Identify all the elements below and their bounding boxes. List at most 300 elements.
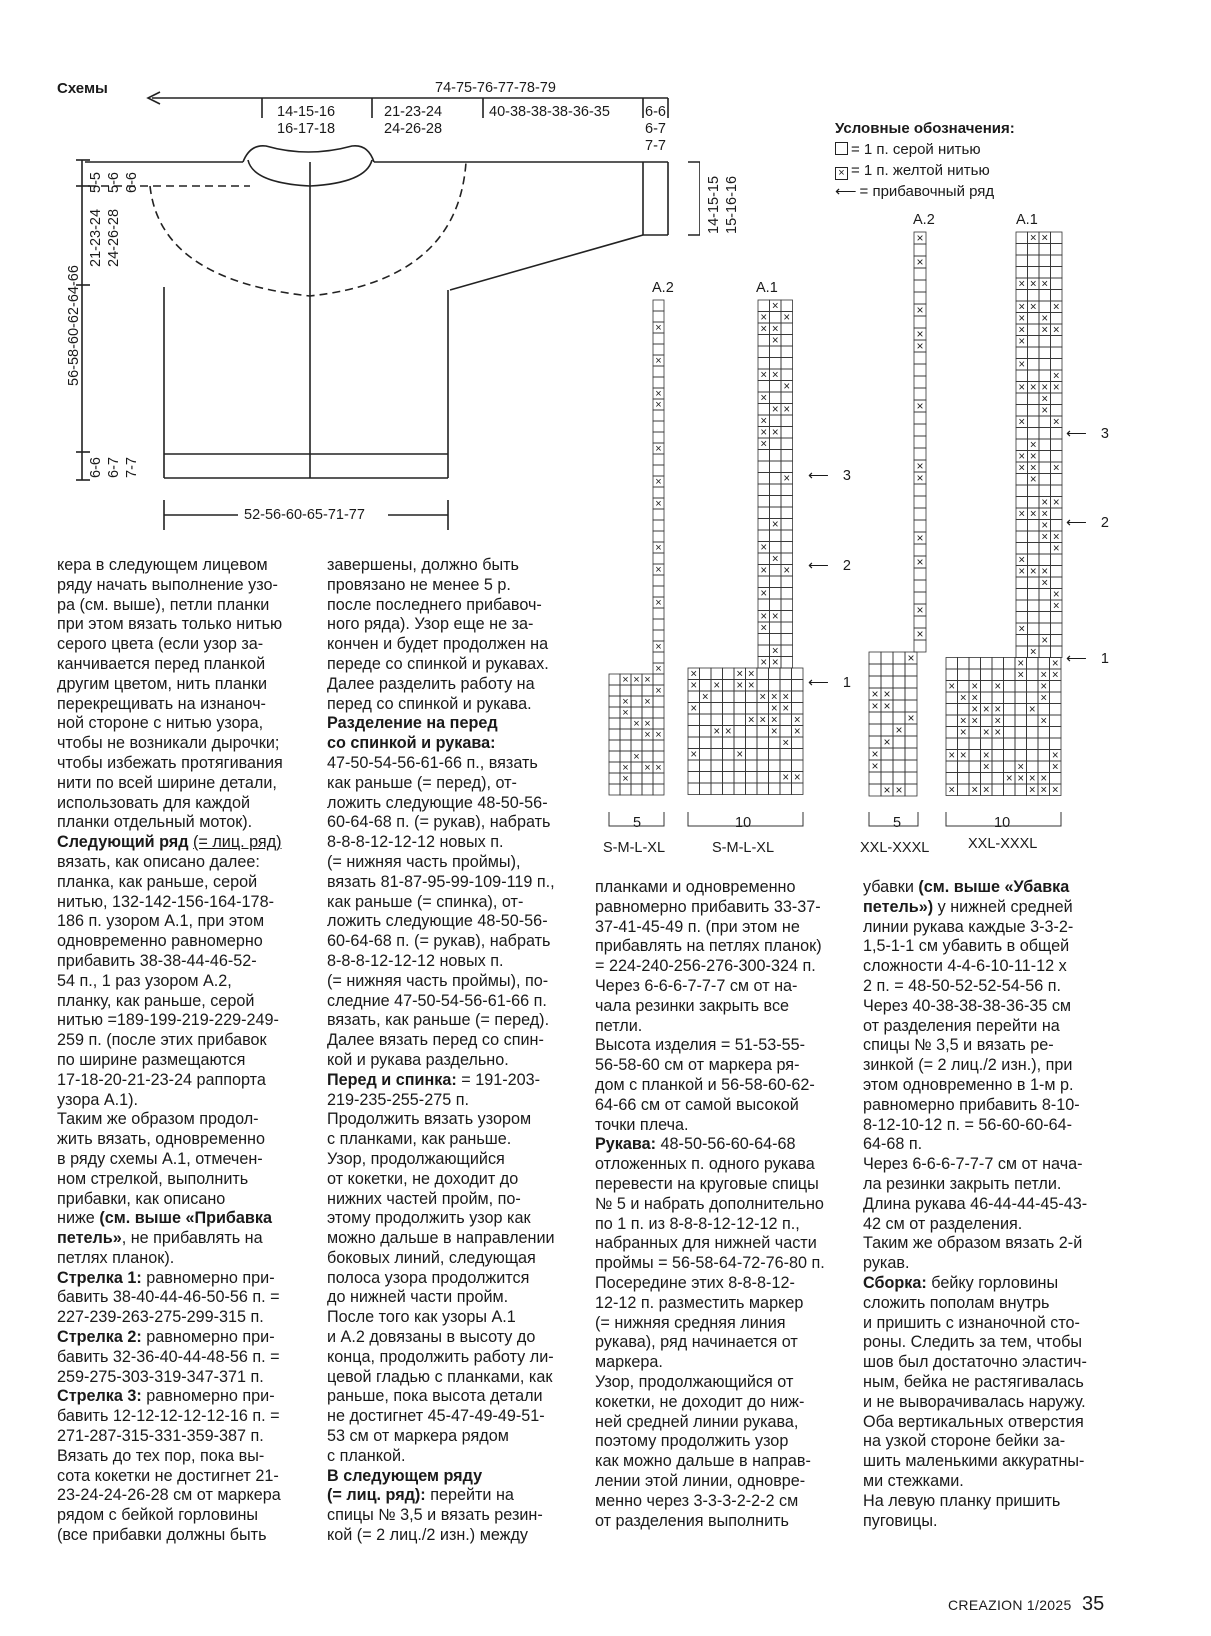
yellow-stitch-mark: × [644,729,651,741]
chart-cell [914,412,926,424]
yellow-stitch-mark: × [1052,462,1060,475]
yellow-stitch-mark: × [690,668,698,681]
yellow-stitch-mark: × [1040,773,1048,785]
yellow-stitch-mark: × [1017,773,1025,785]
yellow-stitch-mark: × [783,312,791,324]
chart-cell [653,740,664,751]
chart-cell [770,634,782,646]
chart-cell [653,531,664,542]
yellow-stitch-mark: × [982,727,990,739]
chart-cell [757,726,769,738]
chart-cell [653,432,664,443]
chart-cell [653,366,664,377]
chart-cell [1016,347,1028,359]
chart-cell [746,783,758,795]
chart-cell [780,760,792,772]
chart-cell [1028,577,1040,589]
chart-cell [781,323,793,335]
yellow-stitch-mark: × [1017,669,1025,682]
chart-cell [780,668,792,680]
chart-cell [1051,474,1063,486]
yellow-stitch-mark: × [1017,761,1025,774]
chart-cell [1051,232,1063,244]
yellow-stitch-mark: × [916,471,924,485]
yellow-stitch-mark: × [622,762,629,774]
chart-cell [723,737,735,749]
chart-cell [758,576,770,588]
left-dim-b1: 21-23-24 [88,208,104,267]
chart-cell [1016,255,1028,267]
chart-cell [609,707,620,718]
chart-cell [946,692,958,704]
yellow-stitch-mark: × [1029,566,1037,578]
chart-cell [711,749,723,761]
yellow-stitch-mark: × [655,399,662,411]
col2-body-b: 47-50-54-56-61-66 п., вязать как раньше (= перед), от- ложить следующие 48-50-56- 60-64-68 п. (= рукав), набрать 8-8-8-12-12-12 новых п. (= нижняя часть проймы), вязать 81-87-95-99-109-119 п., как раньше (= спинка), от- ложить следующие 48-50-56- 60-64-68 п. (= рукав), набрать 8-8-8-12-12-12 новых п. (= нижняя часть проймы), по- следние 47-50-54-56-61-66 п. вязать, как раньше (= перед). Далее вязать перед со спин- кой и рукава раздельно. [327,753,555,1069]
yellow-stitch-mark: × [655,641,662,653]
yellow-stitch-mark: × [644,718,651,730]
crossed-square-icon: × [835,167,848,180]
chart-cell [781,335,793,347]
left-dim-a1: 5-5 [88,172,104,193]
yellow-stitch-mark: × [883,699,891,713]
col3-body-b: 48-50-56-60-64-68 отложенных п. одного рукава перевести на круговые спицы № 5 и набрать дополнительно по 1 п. из 8-8-8-12-12-12 п., набранных для нижней части проймы = 56-58-64-72-76-80 п. Посередине этих 8-8-8-12- 12-12 п. разместить маркер (= нижняя средняя линия рукава), ряд начинается от маркера. Узор, продолжающийся от кокетки, не доходит до ниж- ней средней линии рукава, поэтому продолжить узор как можно дальше в направ- лении этой линии, одновре- менно через 3-3-3-2-2-2 см от разделения выполнить [595,1135,825,1530]
chart-cell [653,344,664,355]
chart-cell [1039,359,1051,371]
col1-body-d: равномерно при- бавить 38-40-44-46-50-56 п. = 227-239-263-275-299-315 п. [57,1268,280,1327]
chart-cell [609,674,620,685]
chart-cell [1051,485,1063,497]
chart-cell [881,664,893,676]
chart-cell [770,507,782,519]
col2-body-d: перейти на спицы № 3,5 и вязать резин- кой (= 2 лиц./2 изн.) между [327,1486,543,1545]
chart-cell [758,553,770,565]
chart-cell [653,487,664,498]
yellow-stitch-mark: × [760,369,768,382]
chart-cell [1039,428,1051,440]
chart-cell [1028,428,1040,440]
chart-cell [881,748,893,760]
chart-cell [1004,681,1016,693]
chart-cell [769,737,781,749]
yellow-stitch-mark: × [1041,635,1049,647]
chart-cell [1038,750,1050,762]
chart-cell [746,691,758,703]
chart-cell [1039,485,1051,497]
chart-a1-title-large: A.1 [1016,212,1038,228]
chart-cell [1028,393,1040,405]
yellow-stitch-mark: × [771,369,779,382]
yellow-stitch-mark: × [994,727,1002,739]
chart-cell [631,696,642,707]
yellow-stitch-mark: × [760,542,768,554]
col4-heading-decrease: (см. выше «Убавка петель») [863,878,1070,916]
chart-cell [734,772,746,784]
yellow-stitch-mark: × [1051,669,1059,682]
chart-cell [653,751,664,762]
chart-cell [1028,336,1040,348]
chart-cell [757,668,769,680]
chart-cell [981,738,993,750]
yellow-stitch-mark: × [770,703,778,715]
chart-cell [969,773,981,785]
chart-cell [758,335,770,347]
chart-cell [1039,290,1051,302]
chart-cell [711,760,723,772]
chart-cell [1004,692,1016,704]
chart-cell [1015,727,1027,739]
chart-cell [893,676,905,688]
chart-cell [781,450,793,462]
chart-cell [992,773,1004,785]
chart-cell [1016,485,1028,497]
yellow-stitch-mark: × [916,555,924,569]
chart-cell [1039,439,1051,451]
chart-cell [1051,635,1063,647]
text-column-2 [327,556,577,1546]
chart-a1-large [946,232,1062,797]
yellow-stitch-mark: × [760,392,768,405]
yellow-stitch-mark: × [1041,531,1049,544]
yellow-stitch-mark: × [633,751,640,763]
chart-cell [893,760,905,772]
yellow-stitch-mark: × [1029,462,1037,475]
chart-cell [1039,255,1051,267]
chart-cell [1028,520,1040,532]
yellow-stitch-mark: × [1052,370,1060,383]
yellow-stitch-mark: × [871,699,879,713]
chart-cell [946,715,958,727]
chart-cell [1051,623,1063,635]
sleeve-length-label: 40-38-38-38-36-35 [489,104,610,120]
chart-cell [1004,704,1016,716]
chart-cell [770,622,782,634]
chart-cell [758,473,770,485]
chart-cell [1004,727,1016,739]
yellow-stitch-mark: × [771,611,779,623]
chart-cell [781,392,793,404]
chart-cell [881,760,893,772]
col1-heading-arrow-2: Стрелка 2: [57,1328,142,1347]
chart-cell [946,704,958,716]
yellow-stitch-mark: × [1052,382,1060,394]
chart-width-10-small: 10 [735,815,752,831]
yellow-stitch-mark: × [771,657,779,669]
yellow-stitch-mark: × [1018,313,1026,325]
yellow-stitch-mark: × [1051,761,1059,774]
yellow-stitch-mark: × [971,692,979,705]
chart-cell [758,507,770,519]
chart-cell [770,358,782,370]
chart-cell [992,750,1004,762]
chart-cell [770,392,782,404]
yellow-stitch-mark: × [1018,554,1026,567]
chart-cell [958,658,970,670]
chart-cell [1015,738,1027,750]
chart-cell [700,749,712,761]
col1-heading-arrow-3: Стрелка 3: [57,1387,142,1406]
yellow-stitch-mark: × [782,772,790,784]
col4-body-b: у нижней средней линии рукава каждые 3-3-2- 1,5-1-1 см убавить в общей сложности 4-4-6-10-11-12 х 2 п. = 48-50-52-52-54-56 п. Через 40-38-38-38-36-35 см от разделения перейти на спицы № 3,5 и вязать ре- зинкой (= 2 лиц./2 изн.), при этом одновременно в 1-м р. равномерно прибавить 8-10- 8-12-10-12 п. = 56-60-60-64- 64-68 п. Через 6-6-6-7-7-7 см от нача- ла резинки закрыть петли. Длина рукава 46-44-44-45-43- 42 см от разделения. Таким же образом вязать 2-й рукав. [863,897,1088,1273]
chart-cell [1028,554,1040,566]
chart-cell [770,312,782,324]
chart-cell [946,669,958,681]
chart-cell [770,542,782,554]
chart-cell [631,784,642,795]
yellow-stitch-mark: × [994,715,1002,728]
chart-cell [992,658,1004,670]
yellow-stitch-mark: × [916,531,924,545]
chart-cell [1051,451,1063,463]
chart-cell [758,484,770,496]
chart-cell [969,727,981,739]
chart-cell [781,427,793,439]
col2-body-a: завершены, должно быть провязано не менее 5 р. после последнего прибавоч- ного ряда). Узор еще не за- кончен и будет продолжен на переде со спинкой и рукавах. Далее разделить работу на перед со спинкой и рукава. [327,556,549,713]
yellow-stitch-mark: × [916,459,924,473]
chart-cell [781,645,793,657]
yellow-stitch-mark: × [724,726,732,738]
chart-cell [1039,543,1051,555]
yellow-stitch-mark: × [1041,313,1049,325]
chart-cell [958,784,970,796]
chart-cell [758,530,770,542]
col1-body-e: равномерно при- бавить 32-36-40-44-48-56 п. = 259-275-303-319-347-371 п. [57,1328,280,1386]
chart-cell [1028,244,1040,256]
chart-cell [969,738,981,750]
chart-cell [642,685,653,696]
chart-cell [653,575,664,586]
chart-cell [758,645,770,657]
yellow-stitch-mark: × [1041,520,1049,532]
yellow-stitch-mark: × [971,784,979,797]
cuff-3: 7-7 [645,138,666,154]
arrow-2-small-num: 2 [842,558,851,574]
yellow-stitch-mark: × [1041,232,1049,245]
chart-cell [1039,623,1051,635]
chart-cell [1016,612,1028,624]
chart-cell [653,333,664,344]
arrow-2-small: ⟵ 2 [808,558,851,574]
chart-cell [700,760,712,772]
chart-cell [769,772,781,784]
chart-cell [893,748,905,760]
chart-cell [869,772,881,784]
left-dim-c2: 6-7 [106,457,122,478]
chart-cell [1028,600,1040,612]
chart-cell [969,658,981,670]
col2-heading-next-row: В следующем ряду (= лиц. ряд): [327,1466,483,1505]
yellow-stitch-mark: × [633,718,640,730]
chart-cell [734,726,746,738]
yellow-stitch-mark: × [622,674,629,686]
chart-cell [1051,336,1063,348]
yellow-stitch-mark: × [771,553,779,566]
yellow-stitch-mark: × [1018,462,1026,475]
chart-cell [734,691,746,703]
chart-cell [1039,646,1051,658]
chart-cell [781,358,793,370]
chart-cell [1016,646,1028,658]
yellow-stitch-mark: × [1041,405,1049,417]
left-dim-a2: 5-6 [106,172,122,193]
yellow-stitch-mark: × [1018,336,1026,348]
yellow-stitch-mark: × [736,680,744,692]
chart-cell [711,691,723,703]
chart-cell [758,599,770,611]
legend-title: Условные обозначения: [835,120,1015,137]
yellow-stitch-mark: × [1017,658,1025,670]
yellow-stitch-mark: × [759,691,767,704]
yellow-stitch-mark: × [1018,382,1026,394]
chart-cell [914,640,926,652]
chart-cell [992,692,1004,704]
chart-cell [653,608,664,619]
chart-cell [609,784,620,795]
yellow-stitch-mark: × [1052,600,1060,613]
yellow-stitch-mark: × [770,691,778,704]
top-width-label: 74-75-76-77-78-79 [435,80,556,96]
yellow-stitch-mark: × [771,519,779,531]
chart-cell [781,542,793,554]
chart-cell [642,751,653,762]
text-column-4 [863,878,1113,1531]
col4-body-a: убавки [863,878,914,896]
chart-cell [723,680,735,692]
yellow-stitch-mark: × [622,707,629,719]
chart-cell [1051,439,1063,451]
chart-cell [1039,267,1051,279]
chart-cell [734,760,746,772]
chart-cell [914,568,926,580]
chart-cell [653,718,664,729]
chart-cell [781,415,793,427]
chart-cell [1015,715,1027,727]
chart-cell [1051,290,1063,302]
chart-cell [1028,589,1040,601]
chart-cell [1028,531,1040,543]
chart-cell [770,461,782,473]
legend-increase-text: = прибавочный ряд [859,183,995,200]
yellow-stitch-mark: × [895,723,903,737]
chart-cell [1016,405,1028,417]
left-dim-c3: 7-7 [124,457,140,478]
chart-cell [723,668,735,680]
chart-cell [770,381,782,393]
yellow-stitch-mark: × [793,726,801,738]
yellow-stitch-mark: × [1029,646,1037,659]
chart-cell [723,703,735,715]
chart-cell [905,724,917,736]
chart-cell [700,772,712,784]
chart-cell [981,773,993,785]
chart-cell [781,496,793,508]
chart-cell [780,726,792,738]
chart-cell [758,519,770,531]
chart-cell [1051,313,1063,325]
yellow-stitch-mark: × [1018,278,1026,291]
yellow-stitch-mark: × [1051,784,1059,797]
yellow-stitch-mark: × [916,303,924,317]
left-total-dim: 56-58-60-62-64-66 [66,265,82,386]
chart-cell [792,703,804,715]
yellow-stitch-mark: × [644,762,651,774]
yellow-stitch-mark: × [655,355,662,367]
chart-cell [1016,232,1028,244]
col2-body-c: = 191-203- 219-235-255-275 п. Продолжить вязать узором с планками, как раньше. Узор, продолжающийся от кокетки, не доходит до нижних частей пройм, по- этому продолжить узор как можно дальше в направлении боковых линий, следующая полоса узора продолжится до нижней части пройм. После того как узоры А.1 и А.2 довязаны в высоту до конца, продолжить работу ли- цевой гладью с планками, как раньше, пока высота детали не достигнет 45-47-49-49-51- 53 см от маркера рядом с планкой. [327,1070,555,1465]
chart-a2-small [609,300,664,795]
yellow-stitch-mark: × [782,737,790,750]
yellow-stitch-mark: × [971,704,979,716]
yellow-stitch-mark: × [760,588,768,600]
yellow-stitch-mark: × [1041,577,1049,590]
yellow-stitch-mark: × [1041,278,1049,291]
text-column-1 [57,556,307,1546]
chart-cell [620,740,631,751]
chart-cell [893,664,905,676]
yellow-stitch-mark: × [644,696,651,708]
chart-cell [1016,577,1028,589]
footer [948,1593,1104,1616]
left-dim-a3: 6-6 [124,172,140,193]
yellow-stitch-mark: × [655,597,662,609]
chart-cell [1050,727,1062,739]
yellow-stitch-mark: × [655,542,662,554]
yellow-stitch-mark: × [1052,543,1060,555]
yellow-stitch-mark: × [655,388,662,400]
chart-cell [946,738,958,750]
chart-cell [609,685,620,696]
yellow-stitch-mark: × [971,715,979,728]
chart-cell [1015,750,1027,762]
yellow-stitch-mark: × [916,603,924,617]
chart-cell [734,714,746,726]
chart-cell [1027,669,1039,681]
chart-cell [981,658,993,670]
chart-cell [792,668,804,680]
chart-cell [757,749,769,761]
yellow-stitch-mark: × [771,427,779,439]
arrow-1-large: ⟵ 1 [1066,651,1109,667]
left-dim-b2: 24-26-28 [106,208,122,267]
chart-cell [1016,393,1028,405]
chart-cell [905,688,917,700]
chart-cell [1038,727,1050,739]
chart-cell [1050,773,1062,785]
yellow-stitch-mark: × [907,651,915,665]
chart-cell [653,465,664,476]
chart-cell [781,519,793,531]
chart-cell [893,688,905,700]
chart-cell [958,761,970,773]
yellow-stitch-mark: × [1018,508,1026,521]
yellow-stitch-mark: × [690,703,698,715]
magazine-name: CREAZION 1/2025 [948,1597,1072,1613]
yellow-stitch-mark: × [883,687,891,701]
yellow-stitch-mark: × [1029,451,1037,463]
chart-cell [653,619,664,630]
yellow-stitch-mark: × [959,727,967,739]
chart-cell [757,703,769,715]
chart-cell [981,715,993,727]
chart-cell [981,669,993,681]
chart-cell [757,737,769,749]
chart-cell [893,700,905,712]
yellow-stitch-mark: × [1005,773,1013,785]
yellow-stitch-mark: × [655,564,662,576]
chart-cell [1016,497,1028,509]
chart-cell [781,588,793,600]
chart-cell [781,622,793,634]
